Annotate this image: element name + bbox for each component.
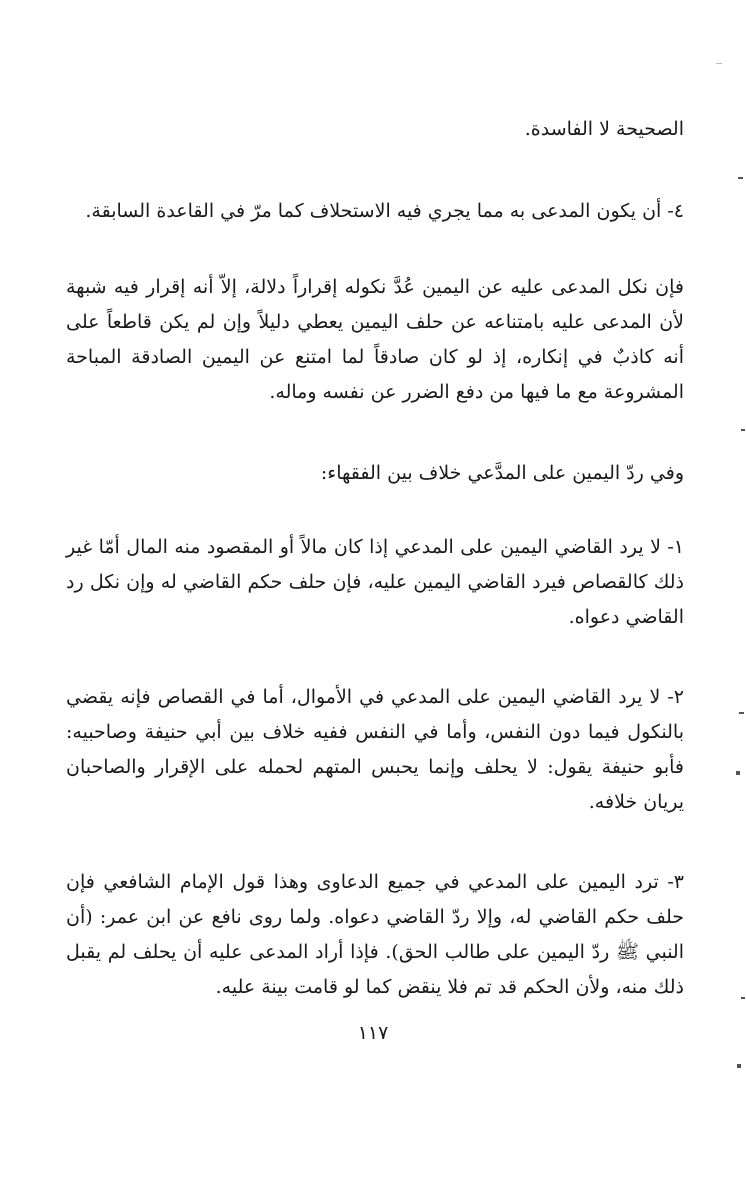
paragraph-returning-oath-intro: وفي ردّ اليمين على المدَّعي خلاف بين الفقهاء: — [320, 462, 684, 484]
margin-speck — [741, 997, 745, 999]
margin-speck — [741, 429, 745, 431]
margin-speck — [739, 712, 744, 714]
margin-speck — [737, 1064, 741, 1068]
margin-speck — [736, 771, 740, 775]
paragraph-opinion-2: ٢- لا يرد القاضي اليمين على المدعي في الأموال، أما في القصاص فإنه يقضي بالنكول فيما دون النفس، وأما في النفس ففيه خلاف بين أبي حنيفة وصاحبيه: فأبو حنيفة يقول: لا يحلف وإنما يحبس المتهم لحمله على الإقرار والصاحبان يريان خلافه. — [66, 686, 684, 813]
margin-speck — [738, 177, 743, 179]
page-number: ١١٧ — [357, 1022, 389, 1044]
paragraph-condition-4: ٤- أن يكون المدعى به مما يجري فيه الاستحلاف كما مرّ في القاعدة السابقة. — [85, 200, 684, 222]
paragraph-continuation: الصحيحة لا الفاسدة. — [524, 118, 684, 140]
paragraph-opinion-1: ١- لا يرد القاضي اليمين على المدعي إذا كان مالاً أو المقصود منه المال أمّا غير ذلك كالقصاص فيرد القاضي اليمين عليه، فإن حلف حكم القاضي له وإن نكل رد القاضي دعواه. — [66, 536, 684, 628]
paragraph-opinion-3: ٣- ترد اليمين على المدعي في جميع الدعاوى وهذا قول الإمام الشافعي فإن حلف حكم القاضي له، وإلا ردّ القاضي دعواه. ولما روى نافع عن ابن عمر: (أن النبي ﷺ ردّ اليمين على طالب الحق). فإذا أراد المدعى عليه أن يحلف لم يقبل ذلك منه، ولأن الحكم قد تم فلا ينقض كما لو قامت بينة عليه. — [66, 871, 684, 998]
paragraph-refusal-oath: فإن نكل المدعى عليه عن اليمين عُدَّ نكوله إقراراً دلالة، إلاّ أنه إقرار فيه شبهة لأن المدعى عليه بامتناعه عن حلف اليمين يعطي دليلاً وإن لم يكن قاطعاً على أنه كاذبٌ في إنكاره، إذ لو كان صادقاً لما امتنع عن اليمين الصادقة المباحة المشروعة مع ما فيها من دفع الضرر عن نفسه وماله. — [66, 276, 684, 403]
margin-speck — [716, 63, 722, 64]
